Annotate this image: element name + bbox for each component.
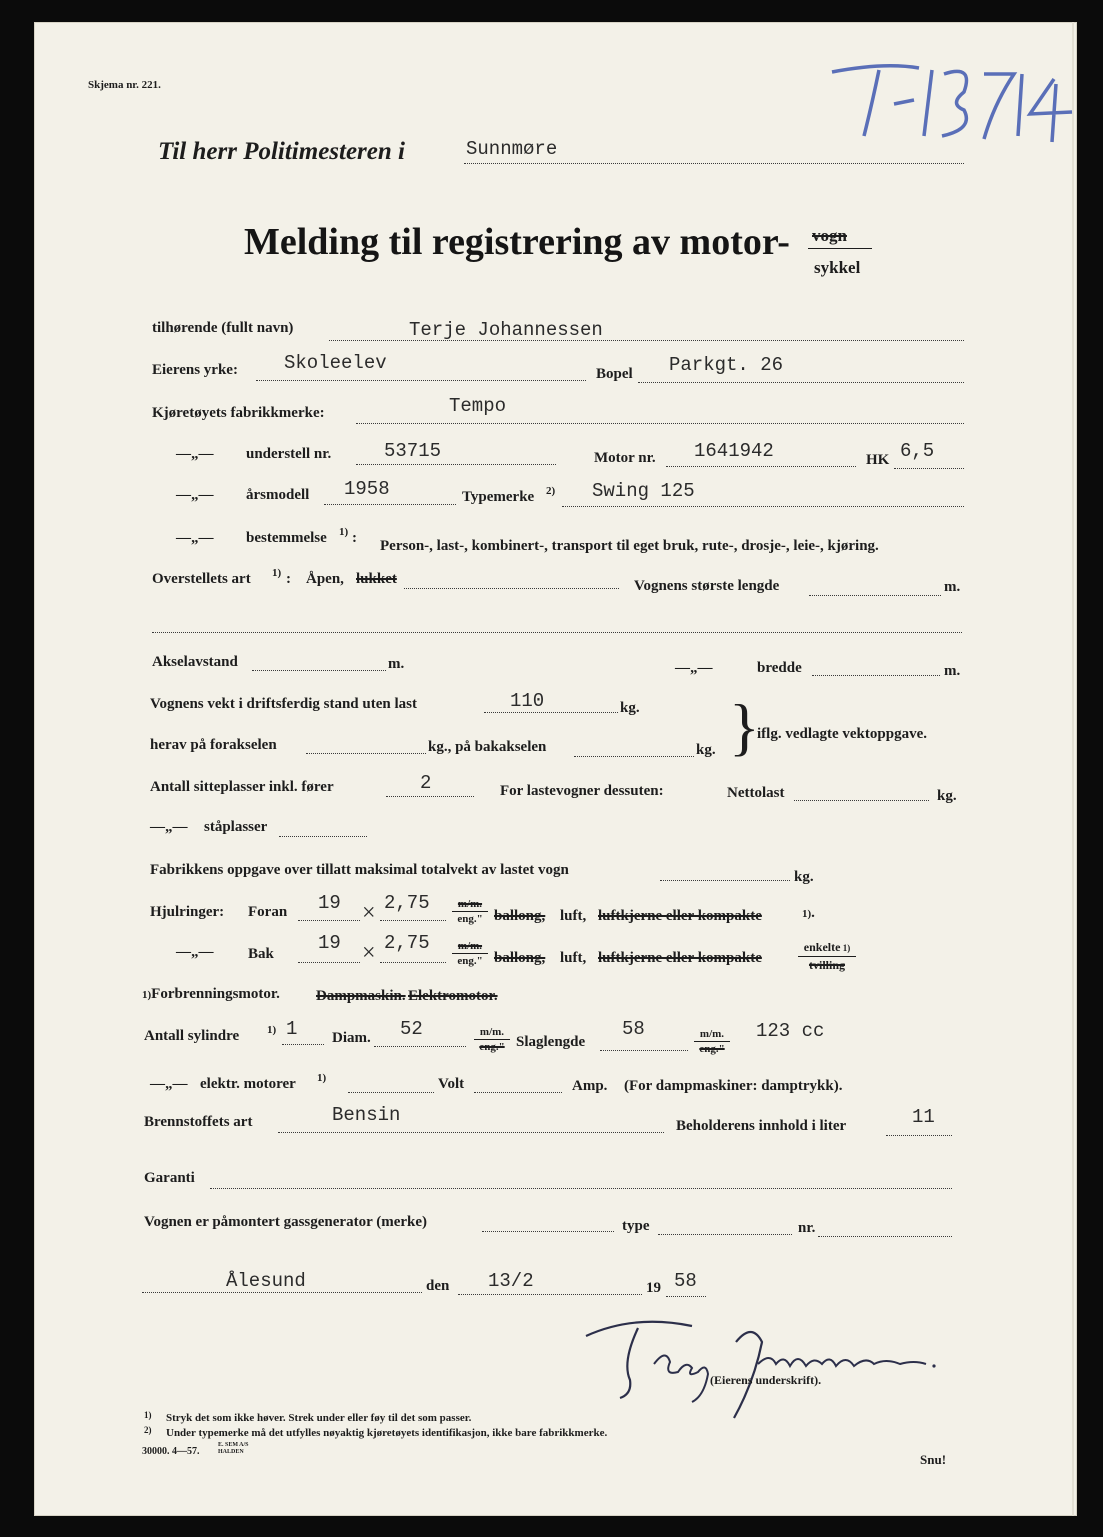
- tyre-front-width: 2,75: [384, 892, 430, 914]
- standing-label: ståplasser: [204, 819, 268, 835]
- hp-label: HK: [866, 452, 890, 468]
- year-value: 1958: [344, 478, 390, 500]
- bore-label: Diam.: [332, 1030, 371, 1046]
- cylinders-value: 1: [286, 1018, 298, 1040]
- footnote-2: Under typemerke må det utfylles nøyaktig kjøretøyets identifikasjon, ikke bare fabrikkmerke.: [166, 1427, 608, 1439]
- title-sykkel: sykkel: [814, 258, 861, 277]
- svg-text:T-13714: T-13714: [824, 44, 828, 45]
- engine-combustion: Forbrenningsmotor.: [151, 986, 280, 1002]
- fuel-value: Bensin: [332, 1104, 401, 1126]
- body-closed: lukket: [356, 571, 397, 587]
- motor-value: 1641942: [694, 440, 774, 462]
- year-label: årsmodell: [246, 487, 310, 503]
- form-sheet: Skjema nr. 221. T-13714 Til herr Politimesteren i Sunnmøre Melding til registrering av motor- vogn sykkel tilhørende (fullt navn) Terje Johannessen Eierens yrke: Skoleelev Bopel Parkgt. 26 Kjøretøyets fabrikkmerke: Tempo —„— understell nr. 53715 Motor nr. 1641942 HK 6,5 —„— årsmodell 1958 Typemerke 2) Swing 125 —„— bestemmelse 1) : Person-, last-, kombinert-, transport til eget bruk, rute-, drosje-, leie-, kjøring. Overstellets art 1) : Åpen, lukket Vognens største lengde m. Akselavstand m. —„— bredde m. Vognens vekt i driftsferdig stand uten last 110 kg. herav på forakselen kg., på bakakselen kg. } iflg. vedlagte vektoppgave. Antall sitteplasser inkl. fører 2 For lastevogner dessuten: Nettolast kg. —„— ståplasser Fabrikkens oppgave over tillatt maksimal totalvekt av lastet vogn kg. Hjulringer: Foran 19 × 2,75 m/m. eng." ballong, luft, luftkjerne eller kompakte 1). —„— Bak 19 × 2,75 m/m. eng." ballong, luft, luftkjerne eller kompakte enkelte 1) tvilling 1)Forbrenningsmotor. Dampmaskin. Elektromotor. Antall sylindre 1) 1 Diam. 52 m/m. eng." Slaglengde 58 m/m. eng." 123 cc —„— elektr. motorer 1) Volt Amp. (For dampmaskiner: damptrykk). Brennstoffets art Bensin Beholderens innhold i liter 11 Garanti Vognen er påmontert gassgenerator (merke) type nr. Ålesund den 13/2 19 58 Terje Johannessen (Eierens underskrift). 1) Stryk det som ikke høver. Strek under eller føy til det som passer. 2) Under typemerke må det utfylles nøyaktig kjøretøyets identifikasjon, ikke bare fabrikkmerke. 30000. 4—57. E. SEM A/S HALDEN Snu!: [34, 22, 1077, 1516]
- tyre-front-diameter: 19: [318, 892, 341, 914]
- make-label: Kjøretøyets fabrikkmerke:: [152, 405, 325, 421]
- volt-label: Volt: [438, 1076, 465, 1092]
- gas-no-label: nr.: [798, 1220, 816, 1236]
- stroke-label: Slaglengde: [516, 1034, 586, 1050]
- date-label: den: [426, 1278, 450, 1294]
- svg-text:Terje Johannessen: Terje Johannessen: [574, 1302, 582, 1303]
- type-value: Swing 125: [592, 480, 695, 502]
- tyre-rear-width: 2,75: [384, 932, 430, 954]
- purpose-label: bestemmelse: [246, 530, 327, 546]
- owner-name-value: Terje Johannessen: [409, 319, 603, 341]
- turn-over-note: Snu!: [920, 1452, 947, 1467]
- occupation-label: Eierens yrke:: [152, 362, 238, 378]
- width-label: bredde: [757, 660, 802, 676]
- chassis-label: understell nr.: [246, 446, 332, 462]
- addressee-label: Til herr Politimesteren i: [158, 138, 405, 165]
- make-value: Tempo: [449, 395, 507, 417]
- stroke-value: 58: [622, 1018, 645, 1040]
- title-vogn: vogn: [812, 226, 847, 245]
- address-value: Parkgt. 26: [669, 354, 784, 376]
- hp-value: 6,5: [900, 440, 935, 462]
- front-axle-label: herav på forakselen: [150, 737, 277, 753]
- tank-value: 11: [912, 1106, 935, 1128]
- owner-name-label: tilhørende (fullt navn): [152, 320, 294, 336]
- gas-type-label: type: [622, 1218, 650, 1234]
- gas-generator-label: Vognen er påmontert gassgenerator (merke): [144, 1214, 428, 1230]
- steam-note: (For dampmaskiner: damptrykk).: [624, 1078, 843, 1094]
- footnote-1: Stryk det som ikke høver. Strek under eller føy til det som passer.: [166, 1412, 472, 1424]
- tyres-front-label: Foran: [248, 904, 288, 920]
- date-value: 13/2: [488, 1270, 534, 1292]
- payload-label: Nettolast: [727, 785, 785, 801]
- address-label: Bopel: [596, 366, 633, 382]
- tyres-label: Hjulringer:: [150, 904, 225, 920]
- district-value: Sunnmøre: [466, 138, 558, 160]
- type-label: Typemerke: [462, 489, 535, 505]
- brace: }: [729, 691, 760, 762]
- warranty-label: Garanti: [144, 1170, 195, 1186]
- owner-signature: [574, 1302, 944, 1427]
- seats-value: 2: [420, 772, 432, 794]
- tyre-rear-diameter: 19: [318, 932, 341, 954]
- wheelbase-label: Akselavstand: [152, 654, 238, 670]
- form-title: Melding til registrering av motor-: [244, 221, 790, 263]
- seats-label: Antall sitteplasser inkl. fører: [150, 779, 334, 795]
- form-number: Skjema nr. 221.: [88, 79, 161, 91]
- cylinders-label: Antall sylindre: [144, 1028, 240, 1044]
- fuel-label: Brennstoffets art: [144, 1114, 253, 1130]
- fold-line: [1072, 22, 1074, 1516]
- electric-motors-label: elektr. motorer: [200, 1076, 296, 1092]
- signature-caption: (Eierens underskrift).: [710, 1373, 822, 1387]
- motor-label: Motor nr.: [594, 450, 656, 466]
- displacement-value: 123 cc: [756, 1020, 825, 1042]
- archive-number: [824, 44, 1074, 159]
- gross-weight-label: Fabrikkens oppgave over tillatt maksimal totalvekt av lastet vogn: [150, 862, 569, 878]
- print-info: 30000. 4—57.: [142, 1446, 200, 1457]
- kerb-value: 110: [510, 690, 545, 712]
- bore-value: 52: [400, 1018, 423, 1040]
- kerb-label: Vognens vekt i driftsferdig stand uten last: [150, 696, 417, 712]
- rear-axle-label: kg., på bakakselen: [428, 739, 547, 755]
- body-open: Åpen,: [306, 571, 344, 587]
- length-label: Vognens største lengde: [634, 578, 780, 594]
- amp-label: Amp.: [572, 1078, 608, 1094]
- year-suffix-value: 58: [674, 1270, 697, 1292]
- place-value: Ålesund: [226, 1270, 306, 1292]
- tank-label: Beholderens innhold i liter: [676, 1118, 847, 1134]
- printer-name: E. SEM A/S HALDEN: [218, 1442, 249, 1455]
- purpose-text: Person-, last-, kombinert-, transport til eget bruk, rute-, drosje-, leie-, kjøring.: [380, 538, 879, 554]
- tyres-rear-label: Bak: [248, 946, 274, 962]
- body-label: Overstellets art: [152, 571, 251, 587]
- chassis-value: 53715: [384, 440, 442, 462]
- weight-note: iflg. vedlagte vektoppgave.: [757, 726, 927, 742]
- cargo-label: For lastevogner dessuten:: [500, 783, 664, 799]
- occupation-value: Skoleelev: [284, 352, 387, 374]
